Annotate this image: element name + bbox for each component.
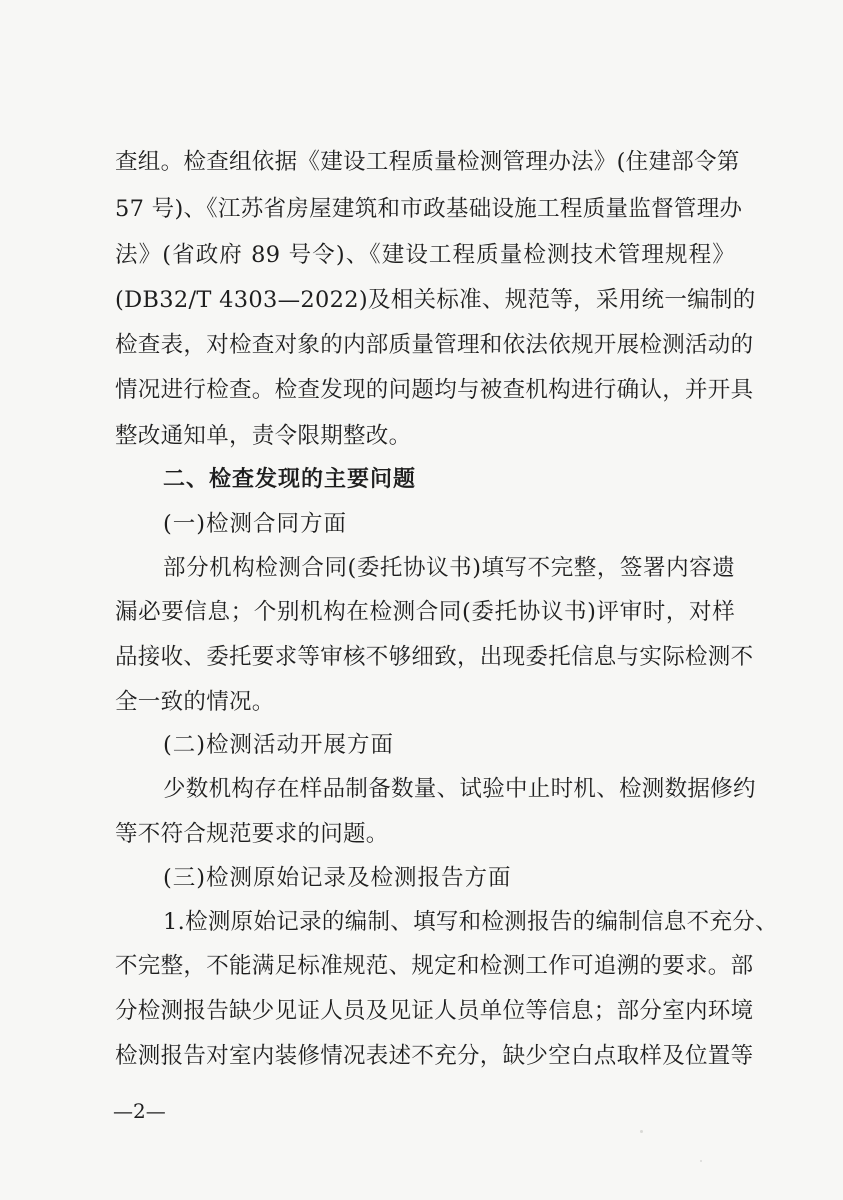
body-text-line: 法》(省政府 89 号令)、《建设工程质量检测技术管理规程》 <box>115 242 735 268</box>
body-text-line: 少数机构存在样品制备数量、试验中止时机、检测数据修约 <box>163 776 756 802</box>
body-text-line: 情况进行检查。检查发现的问题均与被查机构进行确认，并开具 <box>115 377 754 403</box>
body-text-line: 1.检测原始记录的编制、填写和检测报告的编制信息不充分、 <box>163 909 778 935</box>
subsection-heading: (三)检测原始记录及检测报告方面 <box>163 865 512 891</box>
scan-speck <box>700 1160 702 1162</box>
subsection-heading: (二)检测活动开展方面 <box>163 732 395 758</box>
body-text-line: 漏必要信息；个别机构在检测合同(委托协议书)评审时，对样 <box>115 599 735 625</box>
body-text-line: 检测报告对室内装修情况表述不充分，缺少空白点取样及位置等 <box>115 1043 754 1069</box>
body-text-line: 57 号)、《江苏省房屋建筑和市政基础设施工程质量监督管理办 <box>115 196 743 222</box>
body-text-line: 等不符合规范要求的问题。 <box>115 821 389 847</box>
body-text-line: 检查表，对检查对象的内部质量管理和依法依规开展检测活动的 <box>115 332 754 358</box>
section-heading: 二、检查发现的主要问题 <box>163 467 417 492</box>
body-text-line: (DB32/T 4303—2022)及相关标准、规范等，采用统一编制的 <box>115 287 756 313</box>
scan-speck <box>640 1130 643 1133</box>
subsection-heading: (一)检测合同方面 <box>163 511 348 537</box>
page-number: —2— <box>113 1099 166 1123</box>
body-text-line: 查组。检查组依据《建设工程质量检测管理办法》(住建部令第 <box>115 149 740 175</box>
body-text-line: 部分机构检测合同(委托协议书)填写不完整，签署内容遗 <box>163 555 735 581</box>
body-text-line: 分检测报告缺少见证人员及见证人员单位等信息；部分室内环境 <box>115 998 754 1024</box>
body-text-line: 品接收、委托要求等审核不够细致，出现委托信息与实际检测不 <box>115 644 754 670</box>
body-text-line: 整改通知单，责令限期整改。 <box>115 423 412 449</box>
body-text-line: 不完整，不能满足标准规范、规定和检测工作可追溯的要求。部 <box>115 953 754 979</box>
body-text-line: 全一致的情况。 <box>115 689 275 715</box>
